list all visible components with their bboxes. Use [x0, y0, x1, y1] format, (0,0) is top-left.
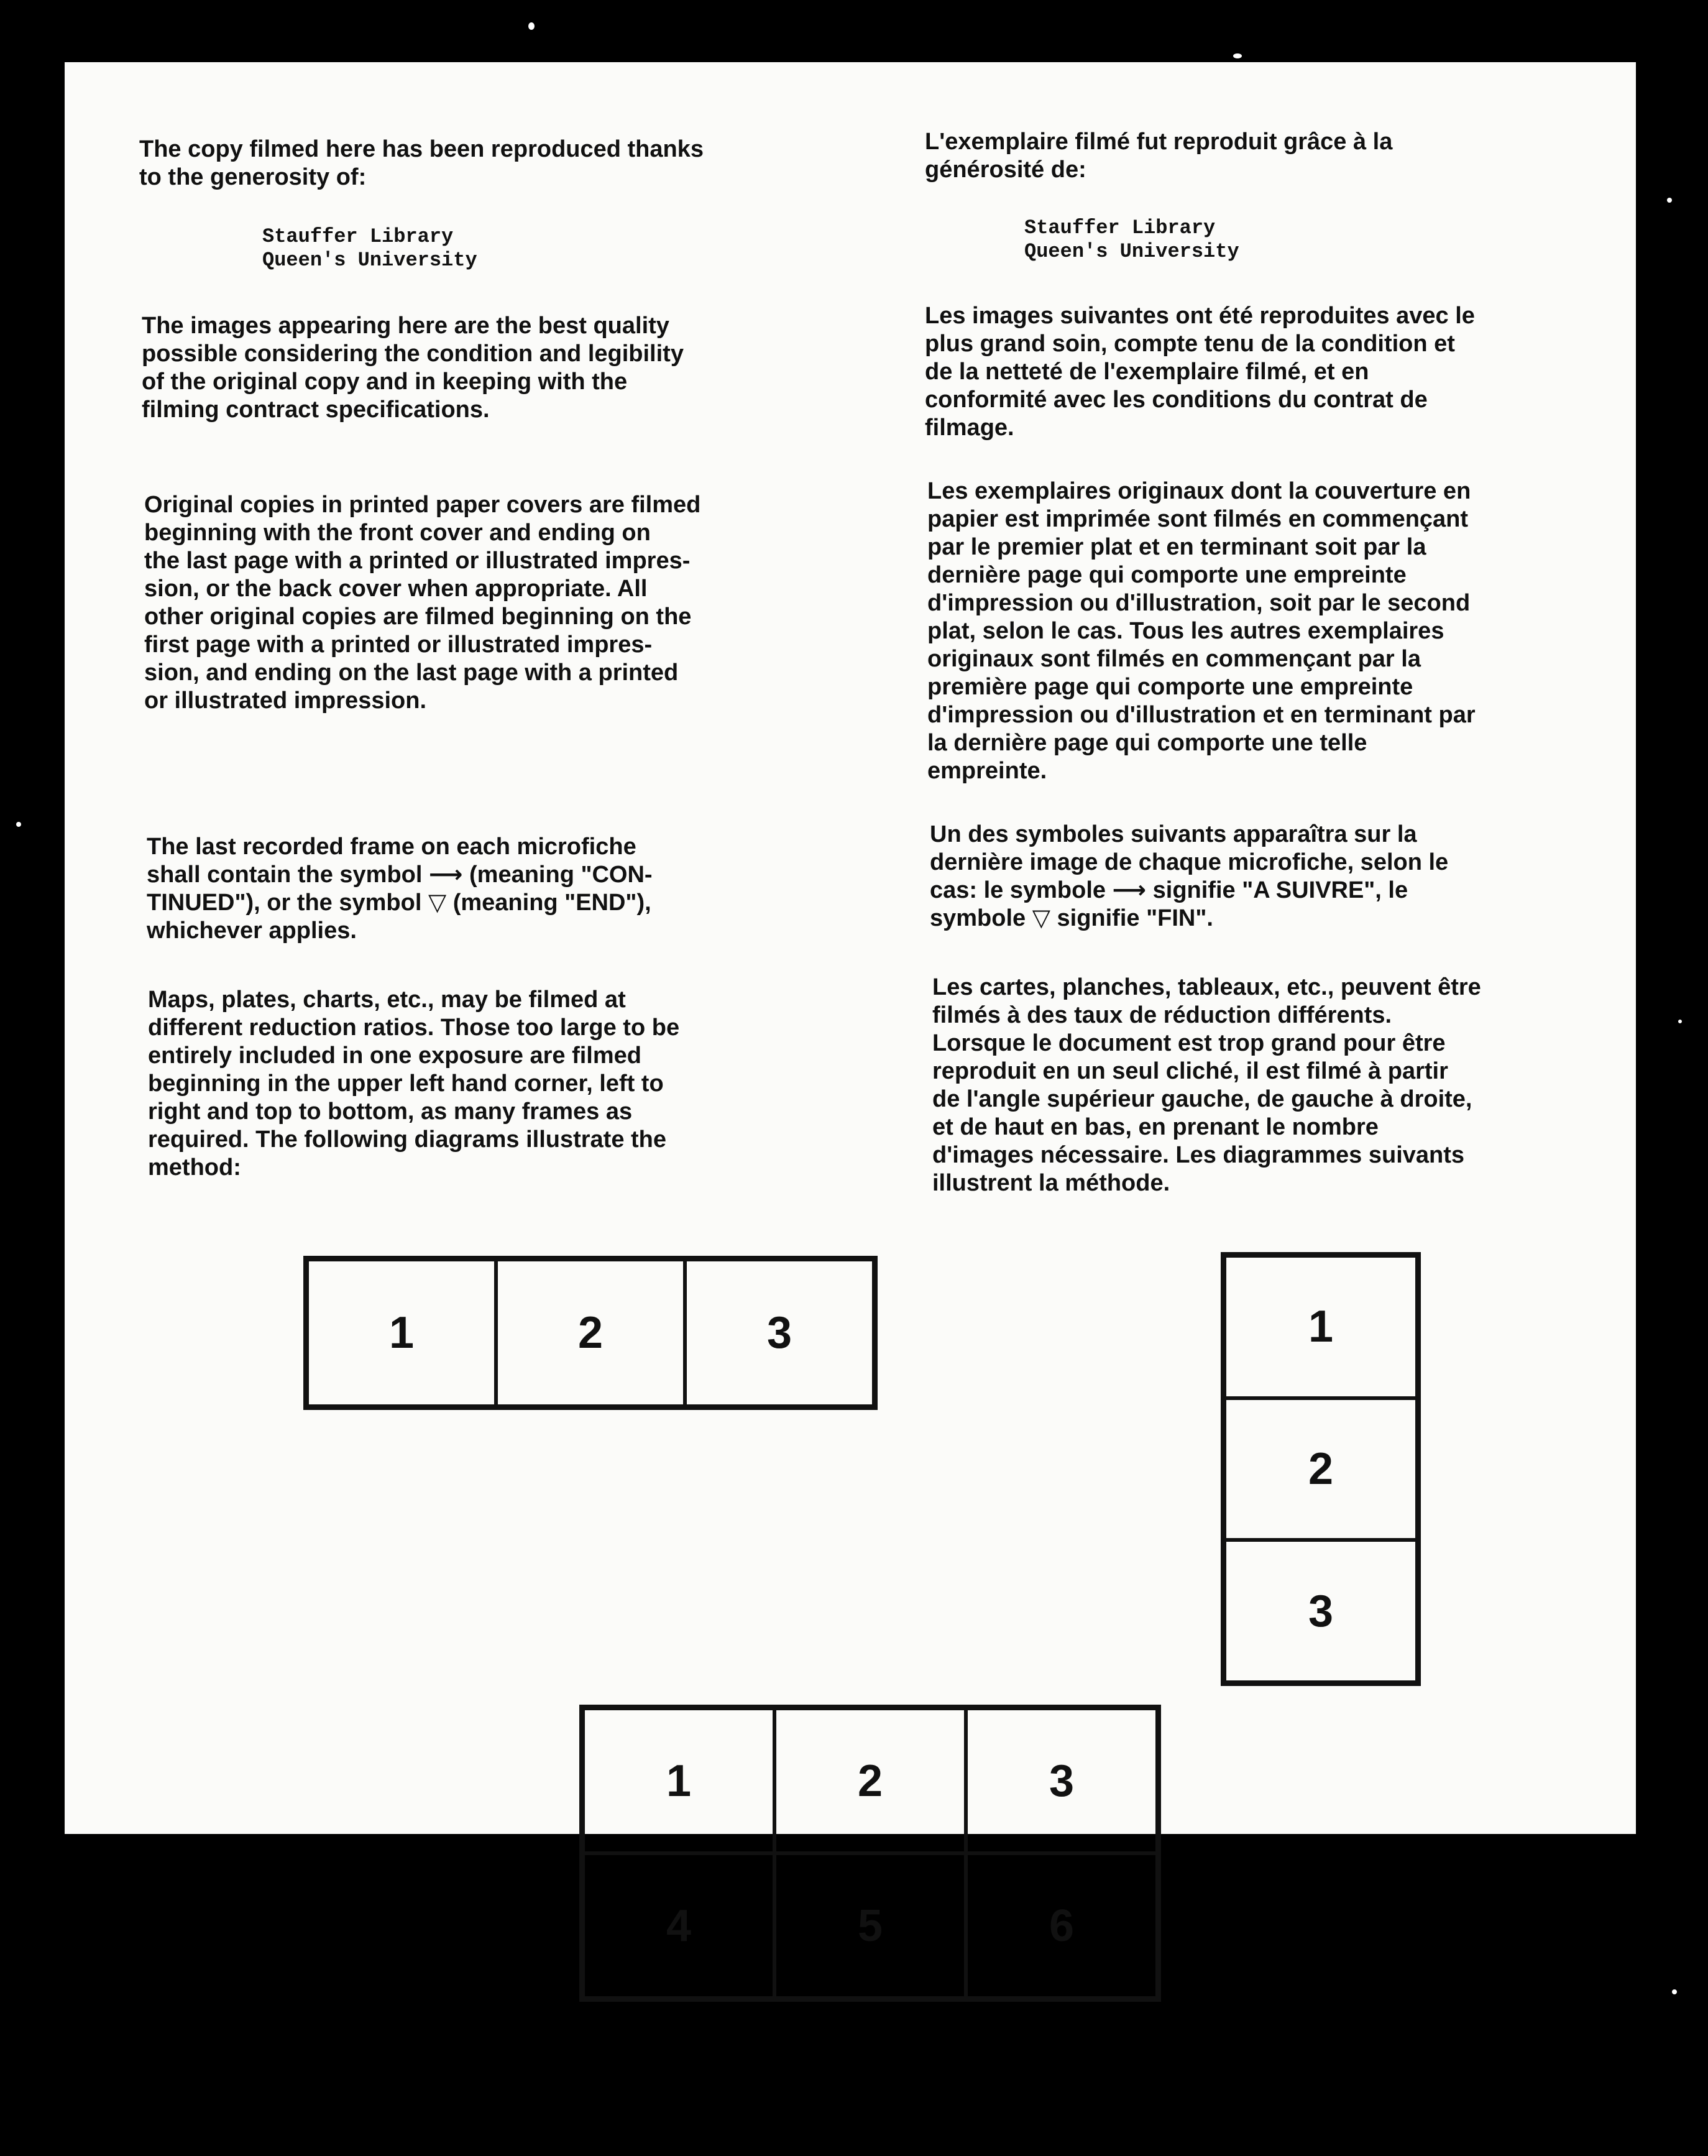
scan-speck: [1678, 1020, 1682, 1023]
frame-cell: 1: [1224, 1256, 1417, 1398]
english-covers-paragraph: Original copies in printed paper covers are filmed beginning with the front cover and ending on the last page with a printed or illustrated impres- sion, or the back cover when appropriate. All other original copies are filmed beginning on the first page with a printed or illustrated impres- sion, and ending on the last page with a printed or illustrated impression.: [144, 492, 701, 714]
english-maps-paragraph: Maps, plates, charts, etc., may be filmed at different reduction ratios. Those too large to be entirely included in one exposure are filmed beginning in the upper left hand corner, left to right and top to bottom, as many frames as required. The following diagrams illustrate the method:: [148, 987, 680, 1181]
frame-cell: 1: [583, 1708, 774, 1853]
scanned-page: [65, 62, 1636, 1951]
scan-speck: [1667, 198, 1672, 203]
frame-cell: 2: [774, 1708, 966, 1853]
english-symbol-paragraph: The last recorded frame on each microfiche shall contain the symbol ⟶ (meaning "CON- TINUED"), or the symbol ▽ (meaning "END"), whichever applies.: [147, 834, 653, 944]
vertical-frames-diagram: [1221, 1252, 1421, 1686]
french-maps-paragraph: Les cartes, planches, tableaux, etc., peuvent être filmés à des taux de réduction différents. Lorsque le document est trop grand pour être reproduit en un seul cliché, il est filmé à partir de l'angle supérieur gauche, de gauche à droite, et de haut en bas, en prenant le nombre d'images nécessaire. Les diagrammes suivants illustrent la méthode.: [932, 974, 1481, 1196]
english-thanks-paragraph: The copy filmed here has been reproduced thanks to the generosity of:: [139, 136, 704, 190]
frame-cell: 2: [1224, 1398, 1417, 1541]
english-quality-paragraph: The images appearing here are the best quality possible considering the condition and legibility of the original copy and in keeping with the filming contract specifications.: [142, 313, 684, 423]
english-library-name: Stauffer Library Queen's University: [262, 225, 477, 272]
frame-cell: 4: [583, 1853, 774, 1998]
french-thanks-paragraph: L'exemplaire filmé fut reproduit grâce à la générosité de:: [925, 129, 1393, 183]
scan-speck: [1233, 53, 1242, 58]
french-library-name: Stauffer Library Queen's University: [1024, 216, 1239, 263]
scan-speck: [16, 822, 21, 827]
french-covers-paragraph: Les exemplaires originaux dont la couverture en papier est imprimée sont filmés en commençant par le premier plat et en terminant soit par la dernière page qui comporte une empreinte d'impression ou d'illustration, soit par le second plat, selon le cas. Tous les autres exemplaires originaux sont filmés en commençant par la première page qui comporte une empreinte d'impression ou d'illustration et en terminant par la dernière page qui comporte une telle empreinte.: [927, 478, 1476, 784]
frame-cell: 6: [966, 1853, 1157, 1998]
horizontal-frames-diagram: [303, 1256, 878, 1410]
scan-speck: [1672, 1989, 1677, 1994]
frame-cell: 3: [1224, 1540, 1417, 1682]
scan-speck: [528, 22, 535, 30]
frame-cell: 5: [774, 1853, 966, 1998]
french-symbol-paragraph: Un des symboles suivants apparaîtra sur la dernière image de chaque microfiche, selon le cas: le symbole ⟶ signifie "A SUIVRE", le symbole ▽ signifie "FIN".: [930, 821, 1449, 931]
frame-cell: 3: [685, 1260, 874, 1406]
frame-cell: 3: [966, 1708, 1157, 1853]
frame-cell: 1: [307, 1260, 496, 1406]
grid-frames-diagram: [579, 1705, 1161, 2002]
french-quality-paragraph: Les images suivantes ont été reproduites avec le plus grand soin, compte tenu de la condition et de la netteté de l'exemplaire filmé, et en conformité avec les conditions du contrat de filmage.: [925, 303, 1475, 441]
frame-cell: 2: [496, 1260, 685, 1406]
